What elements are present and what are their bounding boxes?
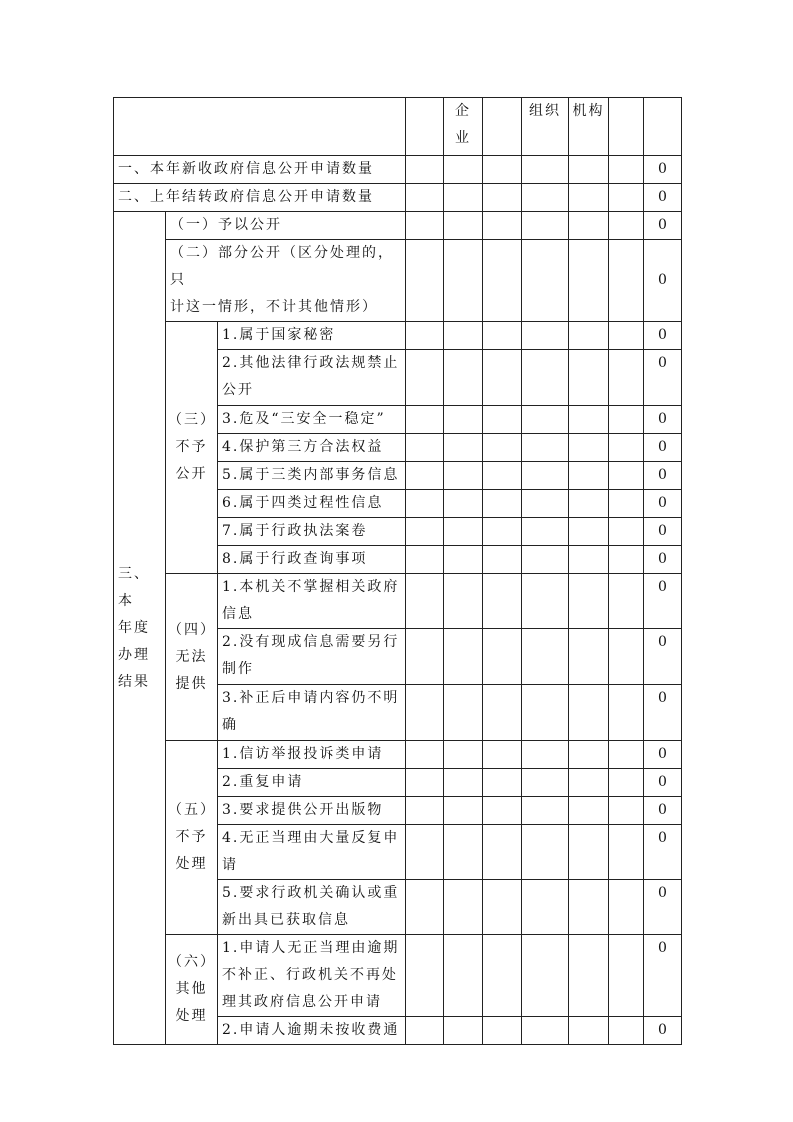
subgroup-label: （六） 其他 处理 <box>166 935 218 1045</box>
row-total: 0 <box>644 797 682 825</box>
table-row <box>114 184 682 212</box>
item-label: 4.无正当理由大量反复申 请 <box>218 825 406 880</box>
row-total: 0 <box>644 184 682 212</box>
table-row <box>114 935 682 1017</box>
header-empty-1 <box>406 98 444 156</box>
subgroup-label: （五） 不予 处理 <box>166 741 218 935</box>
row-total: 0 <box>644 322 682 350</box>
row-total: 0 <box>644 406 682 434</box>
item-label: 7.属于行政执法案卷 <box>218 518 406 546</box>
item-label: 2.重复申请 <box>218 769 406 797</box>
item-label: 3.要求提供公开出版物 <box>218 797 406 825</box>
header-blank-cell <box>114 98 406 156</box>
row-total: 0 <box>644 434 682 462</box>
item-label: 1.属于国家秘密 <box>218 322 406 350</box>
item-label: 8.属于行政查询事项 <box>218 546 406 574</box>
row-total: 0 <box>644 935 682 1017</box>
item-label: 2.申请人逾期未按收费通 <box>218 1017 406 1045</box>
row-total: 0 <box>644 350 682 406</box>
header-empty-2 <box>483 98 522 156</box>
row-total: 0 <box>644 518 682 546</box>
row-label: （一）予以公开 <box>166 212 406 240</box>
row-total: 0 <box>644 490 682 518</box>
row-total: 0 <box>644 240 682 322</box>
header-empty-3 <box>609 98 644 156</box>
item-label: 5.属于三类内部事务信息 <box>218 462 406 490</box>
row-label: （二）部分公开（区分处理的，只 计这一情形，不计其他情形） <box>166 240 406 322</box>
subgroup-label: （三） 不予 公开 <box>166 322 218 574</box>
item-label: 1.信访举报投诉类申请 <box>218 741 406 769</box>
row-total: 0 <box>644 880 682 935</box>
item-label: 1.本机关不掌握相关政府 信息 <box>218 574 406 629</box>
row-total: 0 <box>644 574 682 629</box>
row-total: 0 <box>644 629 682 685</box>
row-total: 0 <box>644 1017 682 1045</box>
subgroup-label: （四） 无法 提供 <box>166 574 218 741</box>
statistics-table <box>113 97 682 1045</box>
row-total: 0 <box>644 741 682 769</box>
result-group-label: 三、本 年度 办理 结果 <box>114 212 166 1045</box>
table-row <box>114 156 682 184</box>
table-row <box>114 240 682 322</box>
item-label: 1.申请人无正当理由逾期 不补正、行政机关不再处 理其政府信息公开申请 <box>218 935 406 1017</box>
item-label: 5.要求行政机关确认或重 新出具已获取信息 <box>218 880 406 935</box>
header-empty-4 <box>644 98 682 156</box>
item-label: 2.没有现成信息需要另行 制作 <box>218 629 406 685</box>
table-row <box>114 322 682 350</box>
table-row <box>114 574 682 629</box>
item-label: 6.属于四类过程性信息 <box>218 490 406 518</box>
item-label: 2.其他法律行政法规禁止 公开 <box>218 350 406 406</box>
row-total: 0 <box>644 769 682 797</box>
header-institution: 机构 <box>569 98 609 156</box>
row-label: 二、上年结转政府信息公开申请数量 <box>114 184 406 212</box>
item-label: 3.补正后申请内容仍不明 确 <box>218 685 406 741</box>
row-total: 0 <box>644 546 682 574</box>
row-total: 0 <box>644 825 682 880</box>
header-enterprise: 企 业 <box>444 98 483 156</box>
row-label: 一、本年新收政府信息公开申请数量 <box>114 156 406 184</box>
table-row <box>114 212 682 240</box>
row-total: 0 <box>644 156 682 184</box>
row-total: 0 <box>644 462 682 490</box>
item-label: 3.危及“三安全一稳定” <box>218 406 406 434</box>
row-total: 0 <box>644 212 682 240</box>
row-total: 0 <box>644 685 682 741</box>
table-row <box>114 741 682 769</box>
header-org: 组织 <box>522 98 569 156</box>
item-label: 4.保护第三方合法权益 <box>218 434 406 462</box>
